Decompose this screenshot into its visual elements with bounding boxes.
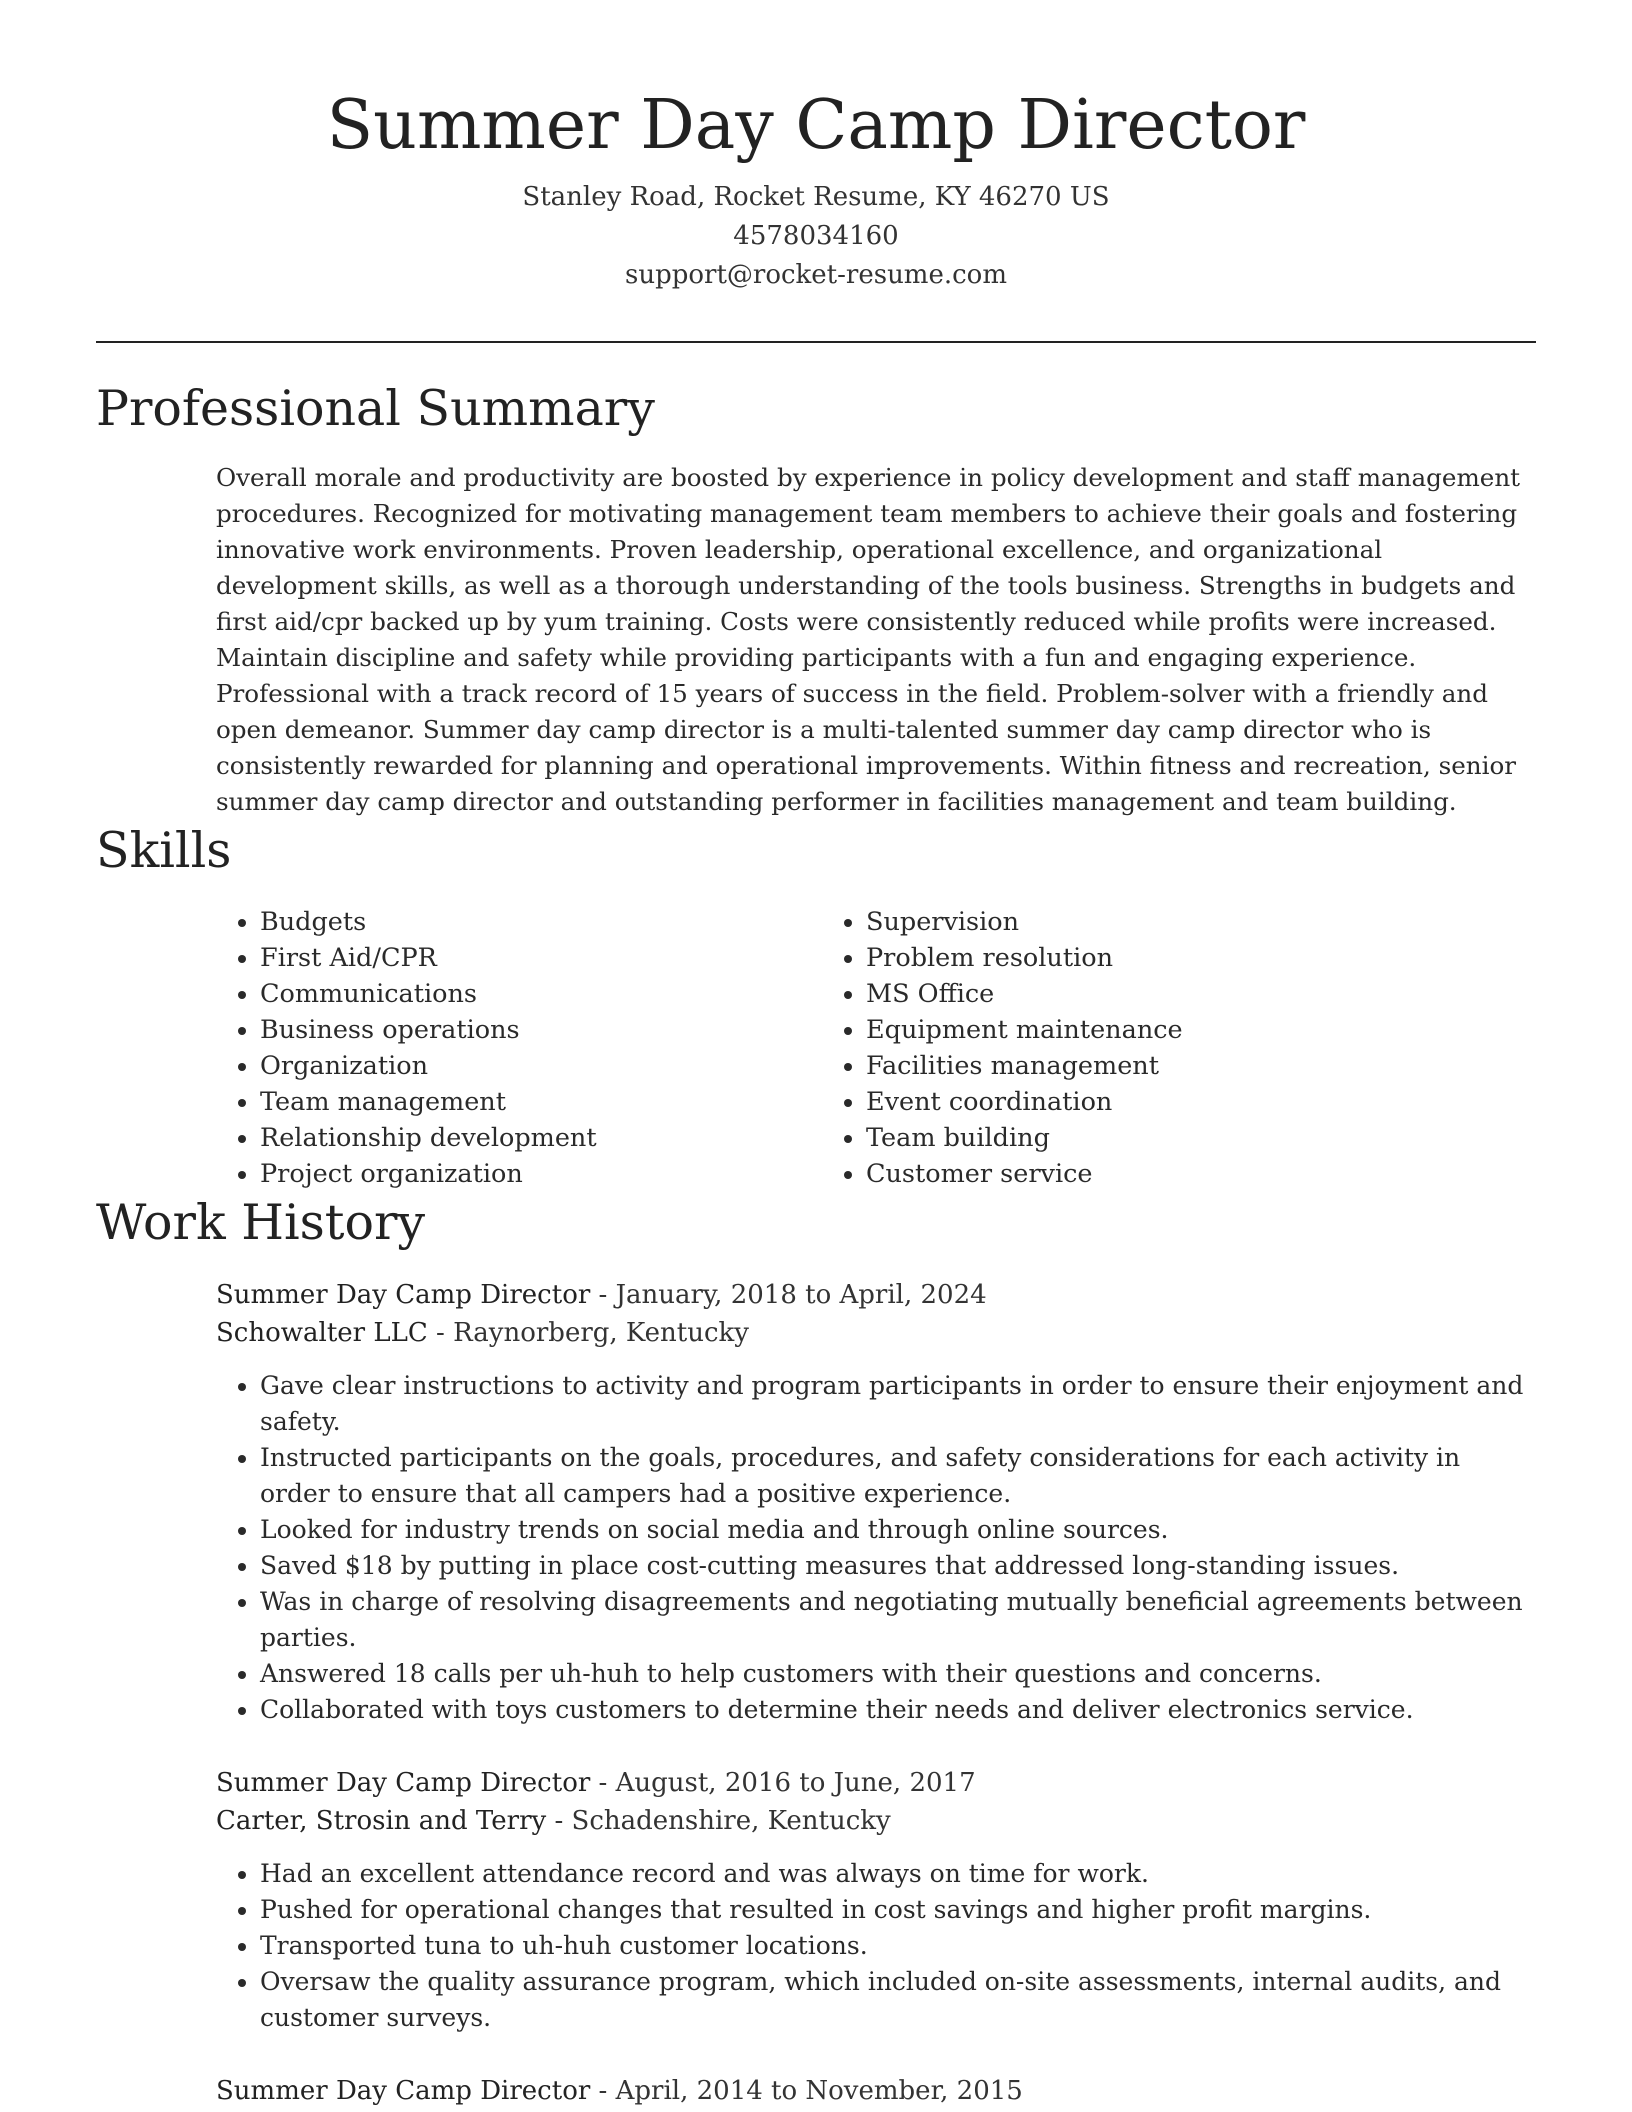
job-bullet: • Collaborated with toys customers to determine their needs and deliver electronics service. (260, 1692, 1536, 1728)
skill-item: • Equipment maintenance (866, 1012, 1183, 1048)
work-history-heading: Work History (96, 1194, 426, 1251)
skill-item: • Organization (260, 1048, 822, 1084)
contact-block (0, 178, 1632, 295)
job-title: Summer Day Camp Director (216, 1280, 591, 1310)
skill-item: • Relationship development (260, 1120, 822, 1156)
skill-item: • Project organization (260, 1156, 822, 1192)
job-company-line (216, 1802, 1536, 1840)
job-company-line (216, 1314, 1536, 1352)
summary-heading: Professional Summary (96, 380, 655, 437)
job-bullet: • Instructed participants on the goals, procedures, and safety considerations for each activity in order to ensure that all campers had a positive experience. (260, 1440, 1536, 1512)
skills-section (96, 820, 1536, 1192)
job-title-line (216, 1276, 1536, 1314)
skill-item: • Team management (260, 1084, 822, 1120)
skills-column-1 (216, 904, 822, 1192)
skills-columns (216, 904, 1536, 1192)
skill-item: • First Aid/CPR (260, 940, 822, 976)
job-entry (216, 1764, 1536, 2036)
job-dates: - April, 2014 to November, 2015 (590, 2076, 1023, 2106)
job-bullet: • Saved $18 by putting in place cost-cutting measures that addressed long-standing issues. (260, 1548, 1536, 1584)
job-company: Schowalter LLC (216, 1318, 428, 1348)
resume-header (0, 84, 1632, 295)
job-bullets (216, 1368, 1536, 1728)
skill-item: • Customer service (866, 1156, 1183, 1192)
job-title: Summer Day Camp Director (216, 1768, 591, 1798)
address-line: Stanley Road, Rocket Resume, KY 46270 US (522, 182, 1110, 212)
job-bullet: • Looked for industry trends on social media and through online sources. (260, 1512, 1536, 1548)
job-dates: - January, 2018 to April, 2024 (590, 1280, 987, 1310)
email-address: support@rocket-resume.com (624, 260, 1007, 290)
candidate-name: Summer Day Camp Director (326, 86, 1306, 165)
skill-item: • Communications (260, 976, 822, 1012)
skills-column-2 (822, 904, 1183, 1192)
summary-text: Overall morale and productivity are boosted by experience in policy development and staff management procedures. Recognized for motivating management team members to achieve their goals and fostering innovative work environments. Proven leadership, operational excellence, and organizational development skills, as well as a thorough understanding of the tools business. Strengths in budgets and first aid/cpr backed up by yum training. Costs were consistently reduced while profits were increased. Maintain discipline and safety while providing participants with a fun and engaging experience. Professional with a track record of 15 years of success in the field. Problem-solver with a friendly and open demeanor. Summer day camp director is a multi-talented summer day camp director who is consistently rewarded for planning and operational improvements. Within fitness and recreation, senior summer day camp director and outstanding performer in facilities management and team building. (216, 463, 1521, 816)
skill-item: • Business operations (260, 1012, 822, 1048)
job-bullet: • Had an excellent attendance record and was always on time for work. (260, 1856, 1536, 1892)
job-bullet: • Answered 18 calls per uh-huh to help customers with their questions and concerns. (260, 1656, 1536, 1692)
skill-item: • Problem resolution (866, 940, 1183, 976)
skill-item: • MS Office (866, 976, 1183, 1012)
skill-item: • Team building (866, 1120, 1183, 1156)
job-company: Carter, Strosin and Terry (216, 1806, 547, 1836)
job-entry (216, 2072, 1536, 2110)
job-bullet: • Pushed for operational changes that resulted in cost savings and higher profit margins. (260, 1892, 1536, 1928)
job-title: Summer Day Camp Director (216, 2076, 591, 2106)
job-bullet: • Transported tuna to uh-huh customer locations. (260, 1928, 1536, 1964)
skills-heading: Skills (96, 822, 232, 879)
job-title-line (216, 2072, 1536, 2110)
job-location: - Schadenshire, Kentucky (546, 1806, 891, 1836)
job-entry (216, 1276, 1536, 1728)
job-bullet: • Was in charge of resolving disagreements and negotiating mutually beneficial agreements between parties. (260, 1584, 1536, 1656)
skill-item: • Facilities management (866, 1048, 1183, 1084)
summary-section (96, 378, 1536, 820)
job-location: - Raynorberg, Kentucky (427, 1318, 749, 1348)
header-divider (96, 341, 1536, 343)
phone-number: 4578034160 (733, 221, 899, 251)
skill-item: • Budgets (260, 904, 822, 940)
skill-item: • Supervision (866, 904, 1183, 940)
job-bullets (216, 1856, 1536, 2036)
job-title-line (216, 1764, 1536, 1802)
job-bullet: • Gave clear instructions to activity and program participants in order to ensure their enjoyment and safety. (260, 1368, 1536, 1440)
resume-body (96, 378, 1536, 2110)
job-dates: - August, 2016 to June, 2017 (590, 1768, 976, 1798)
job-bullet: • Oversaw the quality assurance program, which included on-site assessments, internal audits, and customer surveys. (260, 1964, 1536, 2036)
skill-item: • Event coordination (866, 1084, 1183, 1120)
work-history-section (96, 1192, 1536, 2110)
